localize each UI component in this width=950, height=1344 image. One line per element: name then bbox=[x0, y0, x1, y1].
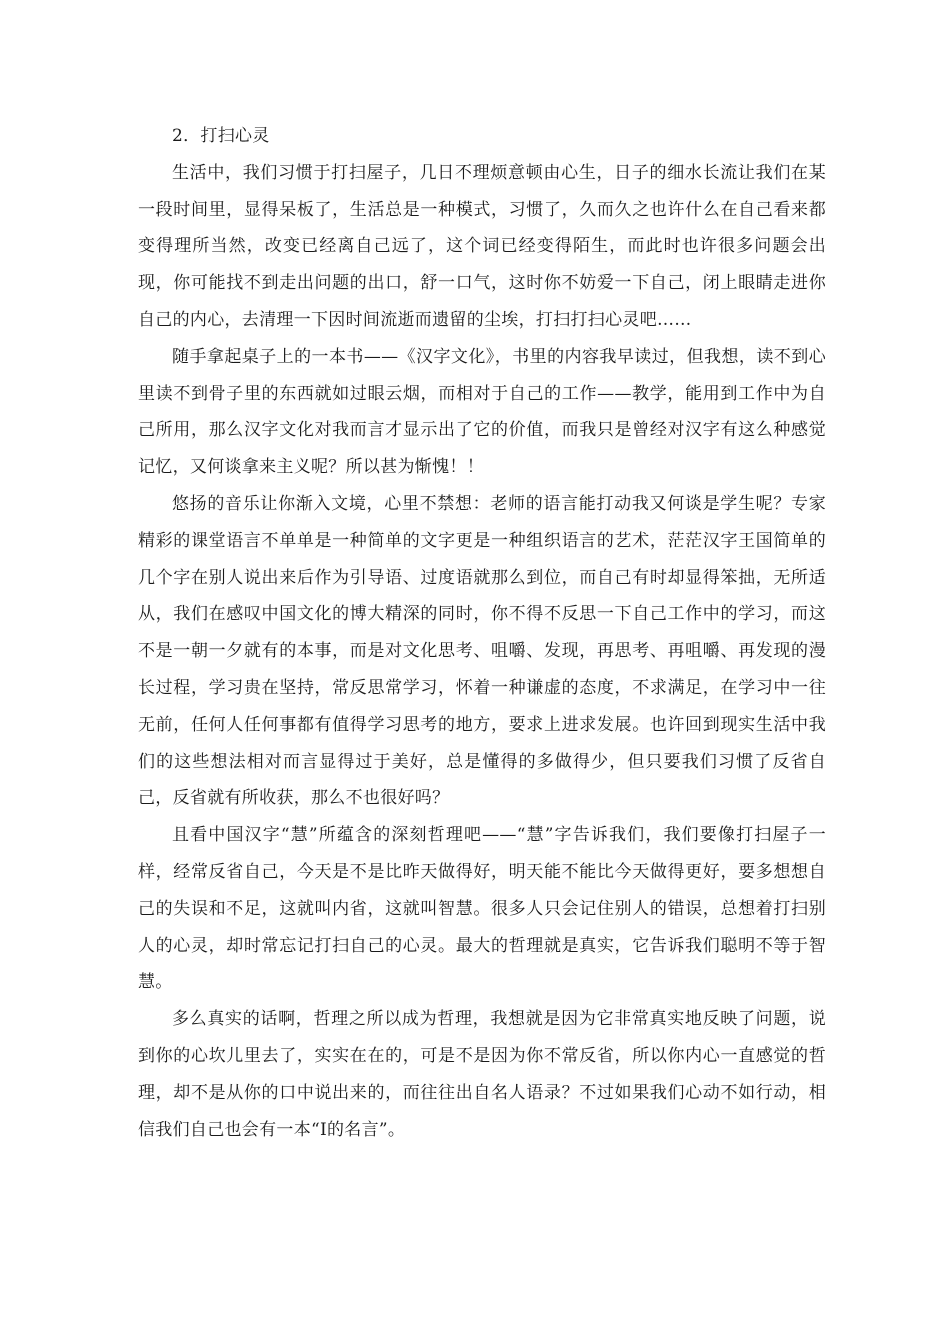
paragraph-3: 悠扬的音乐让你渐入文境，心里不禁想：老师的语言能打动我又何谈是学生呢？专家精彩的课堂语言不单单是一种简单的文字更是一种组织语言的艺术，茫茫汉字王国简单的几个字在别人说出来后作为引导语、过度语就那么到位，而自己有时却显得笨拙，无所适从，我们在感叹中国文化的博大精深的同时，你不得不反思一下自己工作中的学习，而这不是一朝一夕就有的本事，而是对文化思考、咀嚼、发现，再思考、再咀嚼、再发现的漫长过程，学习贵在坚持，常反思常学习，怀着一种谦虚的态度，不求满足，在学习中一往无前，任何人任何事都有值得学习思考的地方，要求上进求发展。也许回到现实生活中我们的这些想法相对而言显得过于美好，总是懂得的多做得少，但只要我们习惯了反省自己，反省就有所收获，那么不也很好吗？ bbox=[138, 493, 826, 809]
paragraph-4: 且看中国汉字“慧”所蕴含的深刻哲理吧——“慧”字告诉我们，我们要像打扫屋子一样，经常反省自己，今天是不是比昨天做得好，明天能不能比今天做得更好，要多想想自己的失误和不足，这就叫内省，这就叫智慧。很多人只会记住别人的错误，总想着打扫别人的心灵，却时常忘记打扫自己的心灵。最大的哲理就是真实，它告诉我们聪明不等于智慧。 bbox=[138, 825, 826, 993]
section-heading: 2．打扫心灵 bbox=[172, 126, 270, 146]
paragraph-1: 生活中，我们习惯于打扫屋子，几日不理烦意顿由心生，日子的细水长流让我们在某一段时间里，显得呆板了，生活总是一种模式，习惯了，久而久之也许什么在自己看来都变得理所当然，改变已经离自己远了，这个词已经变得陌生，而此时也许很多问题会出现，你可能找不到走出问题的出口，舒一口气，这时你不妨爱一下自己，闭上眼睛走进你自己的内心，去清理一下因时间流逝而遗留的尘埃，打扫打扫心灵吧…… bbox=[138, 162, 826, 330]
document-page bbox=[138, 118, 826, 1148]
paragraph-5: 多么真实的话啊，哲理之所以成为哲理，我想就是因为它非常真实地反映了问题，说到你的心坎儿里去了，实实在在的，可是不是因为你不常反省，所以你内心一直感觉的哲理，却不是从你的口中说出来的，而往往出自名人语录？不过如果我们心动不如行动，相信我们自己也会有一本“I的名言”。 bbox=[138, 1009, 826, 1140]
paragraph-2: 随手拿起桌子上的一本书——《汉字文化》，书里的内容我早读过，但我想，读不到心里读不到骨子里的东西就如过眼云烟，而相对于自己的工作——教学，能用到工作中为自己所用，那么汉字文化对我而言才显示出了它的价值，而我只是曾经对汉字有这么种感觉记忆，又何谈拿来主义呢？所以甚为惭愧！！ bbox=[138, 346, 826, 478]
